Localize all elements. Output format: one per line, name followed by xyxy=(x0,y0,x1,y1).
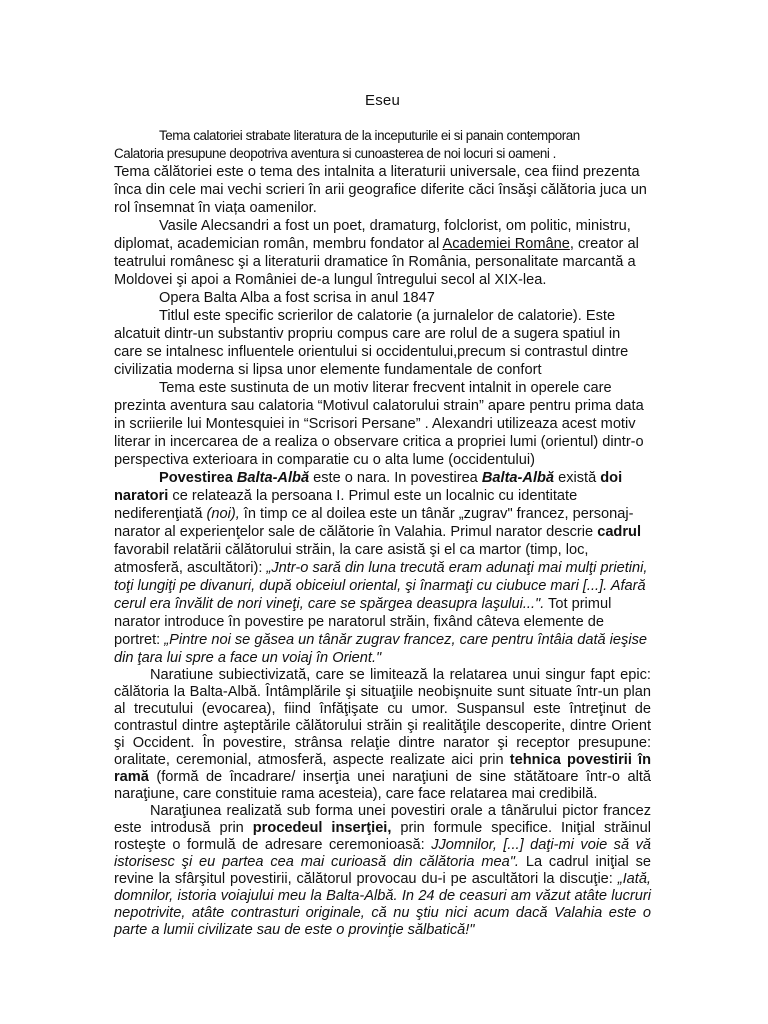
paragraph-title-analysis: Titlul este specific scrierilor de calatorie (a jurnalelor de calatorie). Este alcatuit dintr-un substantiv propriu compus care are rolul de a sugera spatiul in care se intalnesc influentele orientului si occidentului,precum si contrastul dintre civilizatia moderna si lipsa unor elemente fundamentale de confort xyxy=(114,308,629,378)
paragraph-motif: Tema este sustinuta de un motiv literar frecvent intalnit in operele care prezinta aventura sau calatoria “Motivul calatorului strain” apare pentru prima data in scriierile lui Montesquiei in “Scrisori Persane” . Alexandri utilizeaza acest motiv literar in incercarea de a realiza o observare critica a propriei lumi (orientul) dintr-o perspectiva exterioara in comparatie cu o alta lume (occidentului) xyxy=(114,380,644,468)
paragraph-narrators: Povestirea Balta-Albă este o nara. In povestirea Balta-Albă există doi naratori ce relatează la persoana I. Primul este un localnic cu identitate nediferenţiată (noi), în timp ce al doilea este un tânăr „zugrav" francez, personaj-narator al experienţelor sale de călătorie în Valahia. Primul narator descrie cadrul favorabil relatării călătorului străin, la care asistă şi el ca martor (timp, loc, atmosferă, ascultători): „Jntr-o sară din luna trecută eram adunaţi mai mulţi prietini, toţi lungiţi pe divanuri, după obiceiul oriental, şi înarmaţi cu ciubuce mari [...]. Afară cerul era învălit de nori vineţi, care se spărgea deasupra laşului...". Tot primul narator introduce în povestire pe naratorul străin, fixând câteva elemente de portret: „Pintre noi se găsea un tânăr zugrav francez, care pentru întâia dată ieşise din ţara lui spre a face un voiaj în Orient." xyxy=(114,470,648,666)
paragraph-intro-1: Tema calatoriei strabate literatura de la inceputurile ei si panain contemporan xyxy=(159,128,580,143)
paragraph-insertion: Naraţiunea realizată sub forma unei povestiri orale a tânărului pictor francez este introdusă prin procedeul inserţiei, prin formule specifice. Iniţial străinul rosteşte o formulă de adresare ceremonioasă: JJomnilor, [...] daţi-mi voie să vă istorisesc şi eu partea cea mai curioasă din călătoria mea". La cadrul iniţial se revine la sfârşitul povestirii, călătorul provocau du-i pe ascultători la discuţie: „Iată, domnilor, istoria voiajului meu la Balta-Albă. In 24 de ceasuri am văzut atâte lucruri nepotrivite, atâte contrasturi originale, că nu ştiu nici acum dacă Valahia este o parte a lumii civilizate sau de este o provinţie sălbatică!" xyxy=(114,803,651,938)
paragraph-alecsandri: Vasile Alecsandri a fost un poet, dramaturg, folclorist, om politic, ministru, diplomat, academician român, membru fondator al Academiei Române, creator al teatrului românesc şi a literaturii dramatice în România, personalitate marcantă a Moldovei şi apoi a României de-a lungul întregului secol al XIX-lea. xyxy=(114,218,639,288)
document-page xyxy=(114,92,651,939)
paragraph-opera: Opera Balta Alba a fost scrisa in anul 1847 xyxy=(159,290,435,306)
page-title: Eseu xyxy=(365,92,400,109)
academia-romana-link[interactable]: Academiei Române xyxy=(442,236,570,252)
paragraph-narration: Naratiune subiectivizată, care se limitează la relatarea unui singur fapt epic: călătoria la Balta-Albă. Întâmplările şi situaţiile neobişnuite sunt situate într-un plan al trecutului (evocarea), fiind înfăţişate cu umor. Suspansul este întreţinut de contrastul dintre aşteptările călătorului străin şi realităţile descoperite, dintre Orient şi Occident. În povestire, strânsa relaţie dintre narator şi receptor presupune: oralitate, ceremonial, atmosferă, aspecte realizate aici prin tehnica povestirii în ramă (formă de încadrare/ inserţia unei naraţiuni de sine stătătoare într-o altă naraţiune, care constituie rama acesteia), care face relatarea mai credibilă. xyxy=(114,667,651,802)
paragraph-intro-2: Calatoria presupune deopotriva aventura si cunoasterea de noi locuri si oameni . xyxy=(114,146,556,161)
paragraph-theme: Tema călătoriei este o tema des intalnita a literaturii universale, cea fiind prezenta înca din cele mai vechi scrieri în arii geografice diferite căci însăşi călătoria juca un rol însemnat în viața oamenilor. xyxy=(114,164,647,216)
